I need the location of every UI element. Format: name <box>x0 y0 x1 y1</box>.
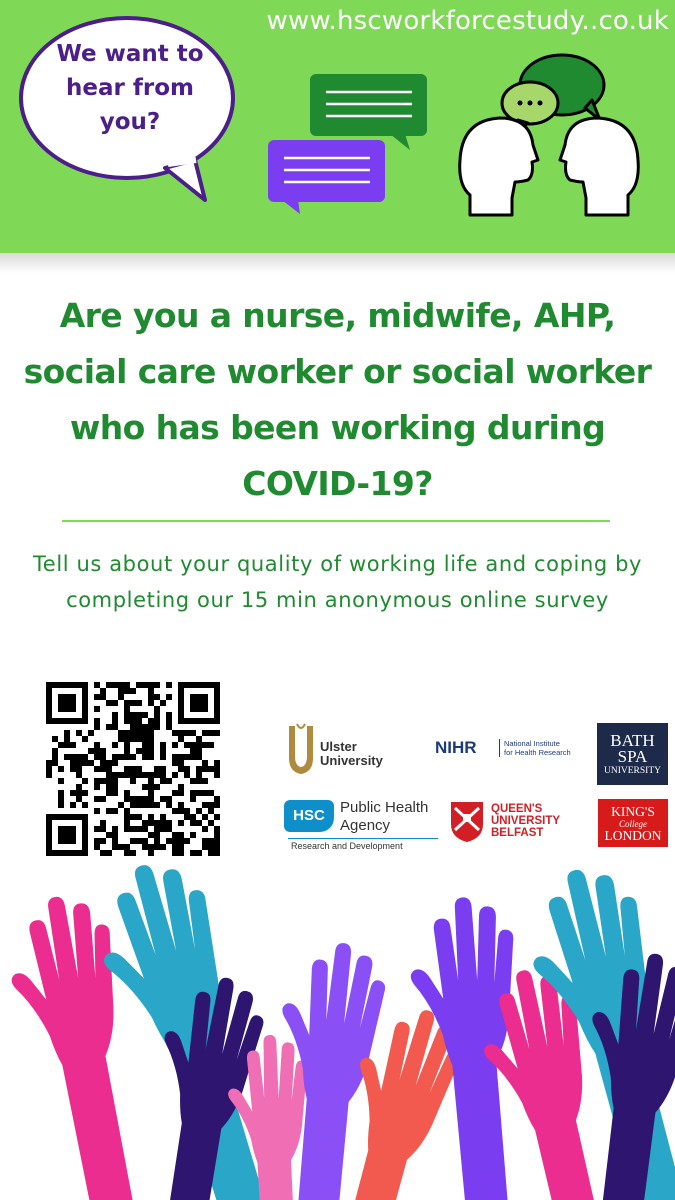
speech-bubble-text: We want to hear from you? <box>56 41 204 135</box>
qub-line-3: BELFAST <box>491 827 544 839</box>
hsc-name-line-1: Public Health <box>340 799 429 816</box>
survey-invitation-text: Tell us about your quality of working life and coping by completing our 15 min anonymous online survey <box>32 552 643 612</box>
hsc-research-development: Research and Development <box>288 838 438 853</box>
qub-name <box>491 803 560 839</box>
ulster-text: Ulster University <box>320 739 383 768</box>
kings-line-1: KING'S <box>611 804 655 819</box>
nihr-sub-line-2: for Health Research <box>504 748 571 757</box>
header-banner <box>0 0 675 253</box>
bath-line-3: UNIVERSITY <box>604 766 661 776</box>
ulster-crest-icon <box>285 722 317 777</box>
conversation-heads-icon <box>460 55 639 215</box>
hsc-name-line-2: Agency <box>340 817 391 834</box>
headline: Are you a nurse, midwife, AHP, social care worker or social worker who has been working during COVID-19? <box>23 296 652 503</box>
header-shadow <box>0 253 675 273</box>
chat-bubble-icon <box>310 74 427 150</box>
kings-line-3: LONDON <box>604 828 662 843</box>
nihr-sub-line-1: National Institute <box>504 739 560 748</box>
hsc-agency-name <box>340 799 428 835</box>
divider <box>62 520 610 522</box>
nihr-logo <box>435 735 587 765</box>
hsc-badge: HSC <box>284 800 334 832</box>
nihr-fullname <box>499 739 571 757</box>
qr-code[interactable] <box>46 682 220 856</box>
bath-line-1: BATH <box>610 731 655 750</box>
website-url[interactable]: www.hscworkforcestudy..co.uk <box>266 6 669 36</box>
qub-line-2: UNIVERSITY <box>491 815 561 827</box>
queens-university-belfast-logo <box>449 800 587 844</box>
kings-college-london-logo <box>598 799 668 847</box>
public-health-agency-logo <box>284 798 439 854</box>
kings-line-2: College <box>619 819 647 829</box>
qub-line-1: QUEEN'S <box>491 803 543 815</box>
bath-spa-university-logo <box>597 723 668 785</box>
chat-bubble-icon <box>268 140 385 214</box>
ulster-university-logo <box>285 722 400 777</box>
nihr-acronym: NIHR <box>435 738 477 757</box>
qub-crest-icon <box>449 800 485 843</box>
raised-hands-illustration <box>0 860 675 1200</box>
bath-line-2: SPA <box>617 747 648 766</box>
